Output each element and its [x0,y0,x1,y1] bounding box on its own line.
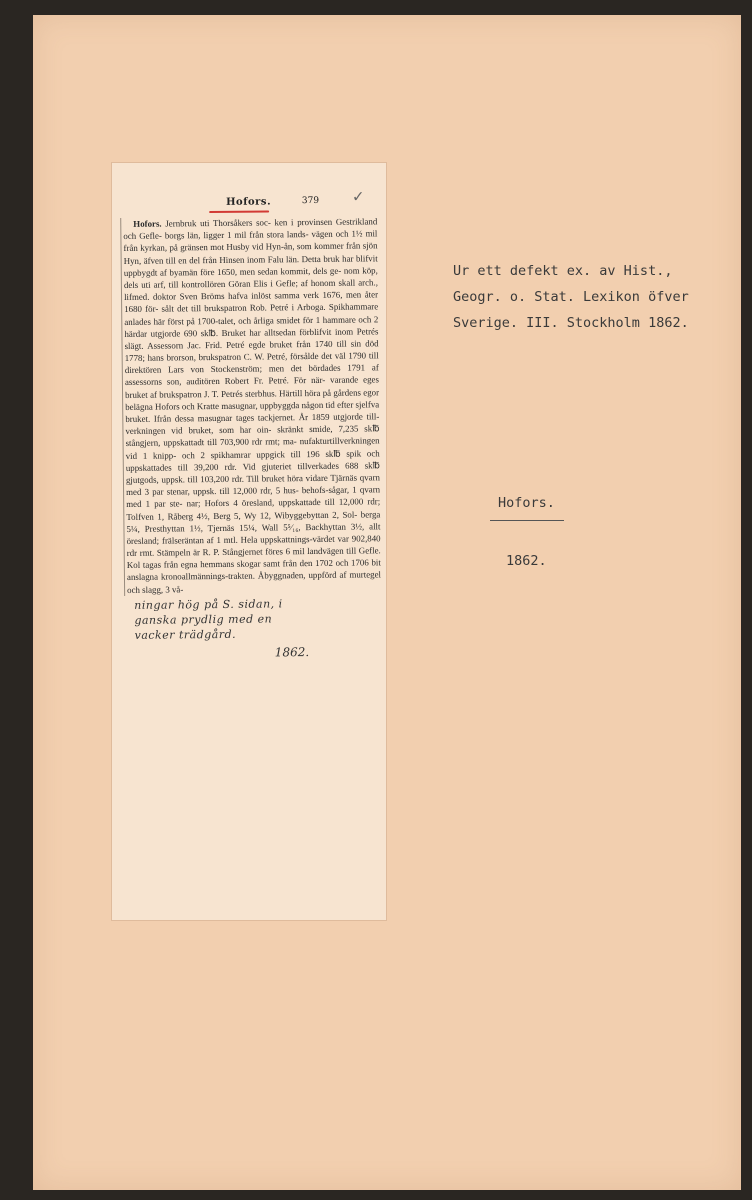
document-title: Hofors. [498,495,555,511]
title-underline [490,520,564,521]
handwritten-line: ganska prydlig med en [134,612,273,627]
check-mark-icon: ✓ [351,187,365,206]
red-underline [209,210,269,213]
handwritten-year: 1862. [274,644,310,660]
clipping-header-title: Hofors. [225,196,272,208]
handwritten-note [124,595,381,643]
typed-source-note [453,258,689,336]
newspaper-clipping [112,163,386,920]
note-line: Sverige. III. Stockholm 1862. [453,315,689,331]
clipping-lines: Jernbruk uti Thorsåkers soc- ken i provinsen Gestrikland och Gefle- borgs län, ligger 1 mil från stora lands- vägen och 1½ mil från kyrkan, på gränsen mot Husby vid Hyn-ån, som kommer från sjön Hyn, äfven till en del från Hinsen inom Falu län. Detta bruk har blifvit uppbygdt af byamän före 1650, men sedan kommit, dels ge- nom köp, dels uti arf, till kontrollören Göran Elis i Gefle; af honom skall arch., lifmed. doktor Sven Bröms hafva inlöst samma verk 1676, men åter 1680 för- sålt det till brukspatron Rob. Petré i Arboga. Spikhammare anlades här först på 1700-talet, och årliga smidet för 1 hammare och 2 härdar utgjorde 690 sk℔. Bruket har alltsedan förblifvit inom Petrés slägt. Assessorn Jac. Frid. Petré egde bruket från 1740 till sin död 1778; hans brorson, brukspatron C. W. Petré, försålde det väl 1790 till direktören Lars von Stockenström; men det bördades 1791 af assessorns son, auditören Robert Fr. Petré. För när- varande eges bruket af brukspatron J. T. Petrés sterbhus. Härtill höra på gårdens egor belägna Hofors och Kratte masugnar, uppbyggda någon tid efter sjelfva bruket. Ifrån dessa masugnar tages tackjernet. År 1859 utgjorde till- verkningen vid bruket, som har oin- skränkt smide, 7,235 sk℔ stångjern, uppskattadt till 703,900 rdr rmt; ma- nufakturtillverkningen vid 1 knipp- och 2 spikhamrar uppgick till 196 sk℔ spik och uppskattades till 39,200 rdr. Vid gjuteriet tillverkades 688 sk℔ gjutgods, uppsk. till 103,200 rdr. Till bruket höra vidare Tjärnäs qvarn med 3 par stenar, uppsk. till 12,000 rdr, 5 hus- behofs-sågar, 1 qvarn med 1 par ste- nar; Hofors 4 öresland, uppskattade till 12,000 rdr; Tolfven 1, Råberg 4½, Berg 5, Wy 12, Wibyggebyttan 2, Sol- berga 5¼, Presthyttan 1½, Tjernäs 15¼, Wall 5⁵⁄₁₆, Backhyttan 3½, allt öresland; frälseräntan af 1 mtl. Hela uppskattnings-värdet var 902,840 rdr rmt. Stämpeln är R. P. Stångjernet föres 6 mil landvägen till Gefle. Kol tagas från egna hemmans skogar samt från den 1702 och 1706 bit anslagna kronoallmännings-trakten. Åbyggnaden, uppförd af murtegel och slagg, 3 vå- [123,216,382,595]
clipping-body [120,215,381,595]
note-line: Ur ett defekt ex. av Hist., [453,263,673,279]
handwritten-line: vacker trädgård. [134,627,237,642]
lead-word: Hofors. [133,218,162,229]
document-year: 1862. [506,553,547,569]
clipping-header [120,187,377,216]
clipping-content [120,187,382,660]
page-number: 379 [301,195,320,207]
handwritten-line: ningar hög på S. sidan, i [134,597,283,612]
note-line: Geogr. o. Stat. Lexikon öfver [453,289,689,305]
